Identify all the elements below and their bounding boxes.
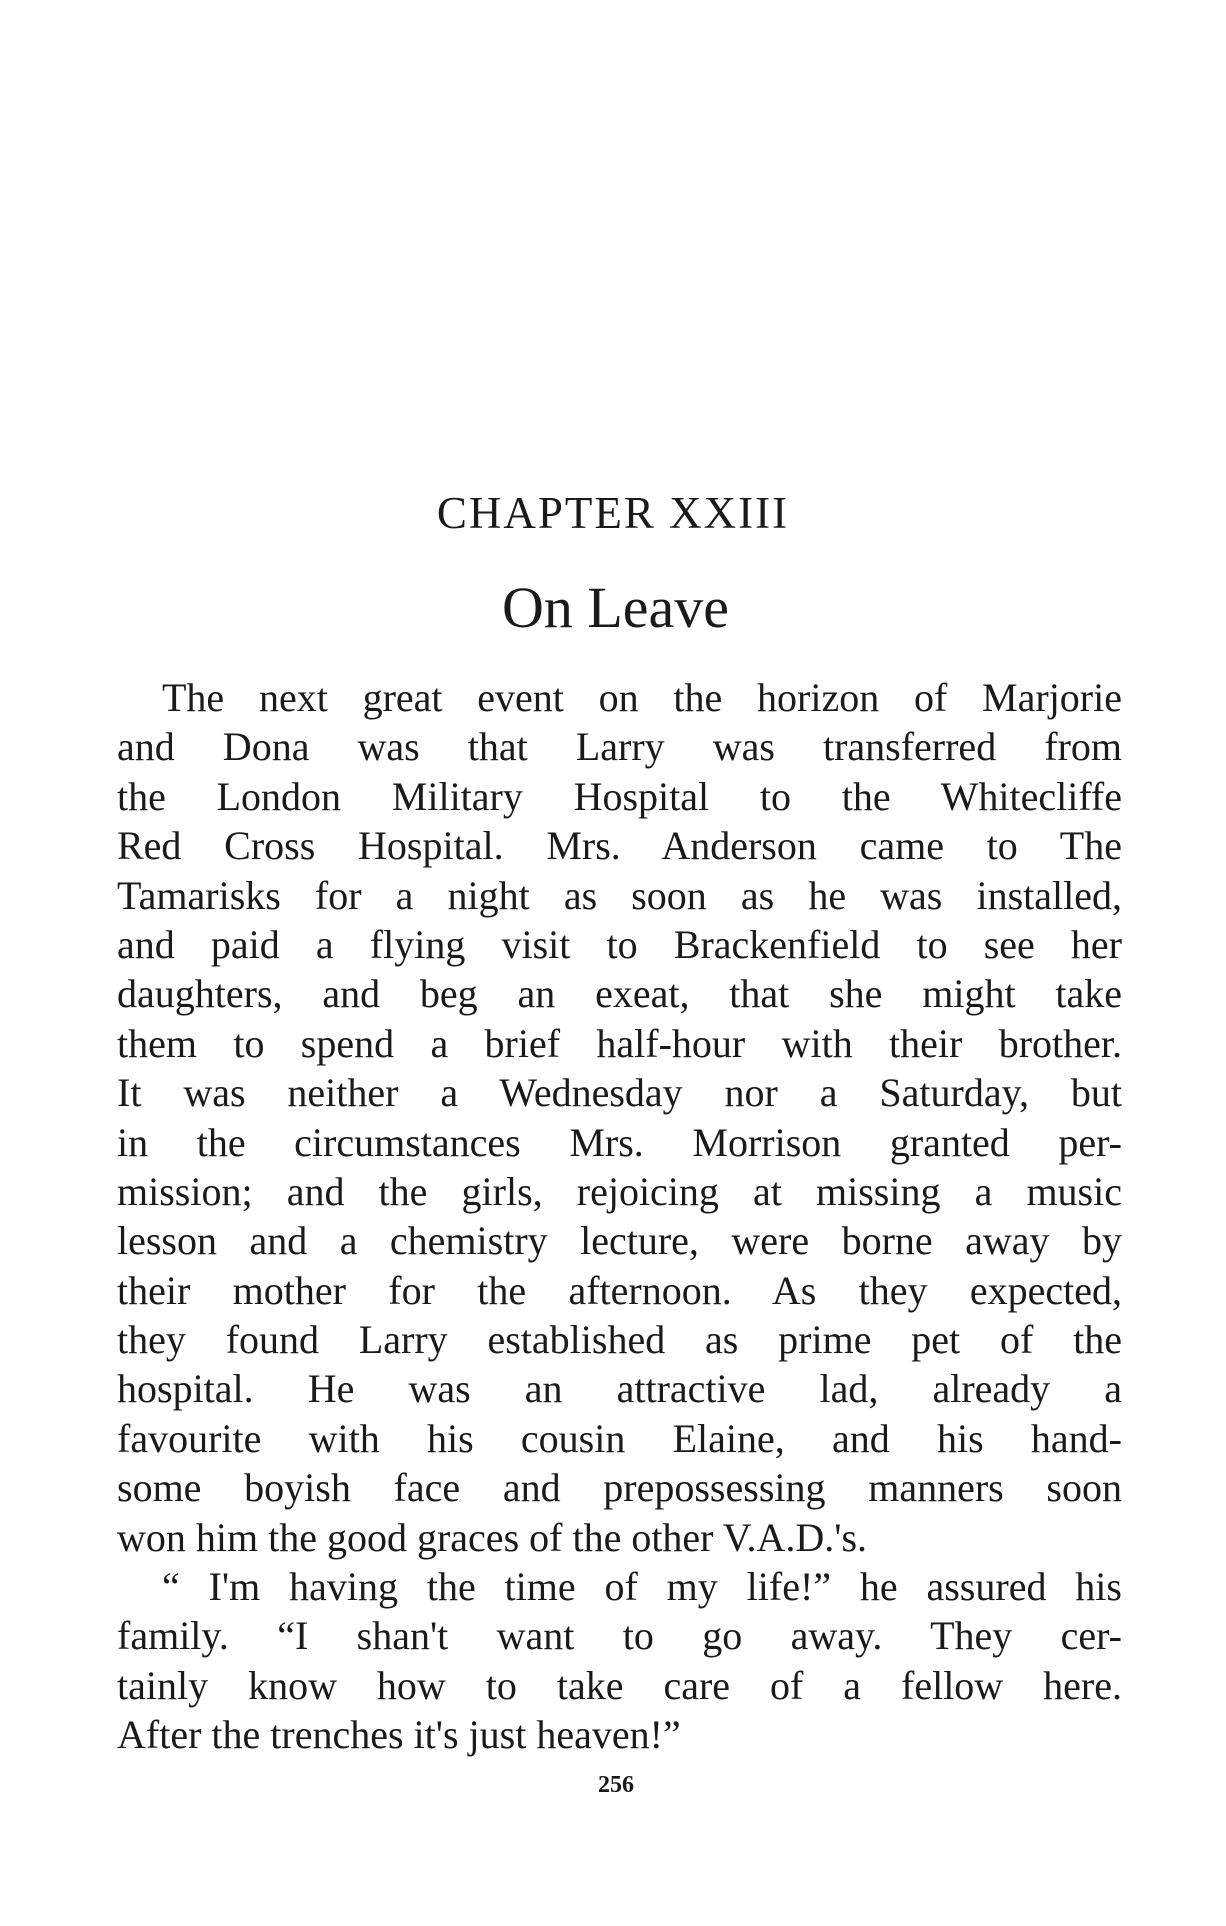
text-line: mission; and the girls, rejoicing at missing a music [117,1168,1122,1214]
text-line: Red Cross Hospital. Mrs. Anderson came to The [117,823,1122,869]
text-line: tainly know how to take care of a fellow here. [117,1662,1122,1708]
text-line: in the circumstances Mrs. Morrison granted per- [117,1119,1122,1165]
body-text [117,673,1122,1760]
text-line: lesson and a chemistry lecture, were borne away by [117,1218,1122,1264]
text-line: hospital. He was an attractive lad, already a [117,1366,1122,1412]
text-line: Tamarisks for a night as soon as he was installed, [117,872,1122,918]
page-number: 256 [598,1772,634,1798]
text-line: and Dona was that Larry was transferred from [117,724,1122,770]
text-line: their mother for the afternoon. As they expected, [117,1267,1122,1313]
text-line: some boyish face and prepossessing manners soon [117,1465,1122,1511]
text-line: daughters, and beg an exeat, that she might take [117,971,1122,1017]
text-line: they found Larry established as prime pet of the [117,1317,1122,1363]
text-line: “ I'm having the time of my life!” he assured his [162,1564,1122,1610]
text-line: them to spend a brief half-hour with their brother. [117,1020,1122,1066]
text-line: family. “I shan't want to go away. They cer- [117,1613,1122,1659]
chapter-title: On Leave [501,575,730,640]
text-line: and paid a flying visit to Brackenfield to see her [117,921,1122,967]
text-line: After the trenches it's just heaven!” [117,1712,681,1758]
text-line: won him the good graces of the other V.A.D.'s. [117,1514,868,1560]
text-line: The next great event on the horizon of Marjorie [162,675,1122,720]
chapter-number: CHAPTER XXIII [436,488,790,538]
text-line: the London Military Hospital to the Whitecliffe [117,773,1122,819]
text-line: It was neither a Wednesday nor a Saturday, but [117,1070,1122,1116]
text-line: favourite with his cousin Elaine, and his hand- [117,1415,1122,1461]
